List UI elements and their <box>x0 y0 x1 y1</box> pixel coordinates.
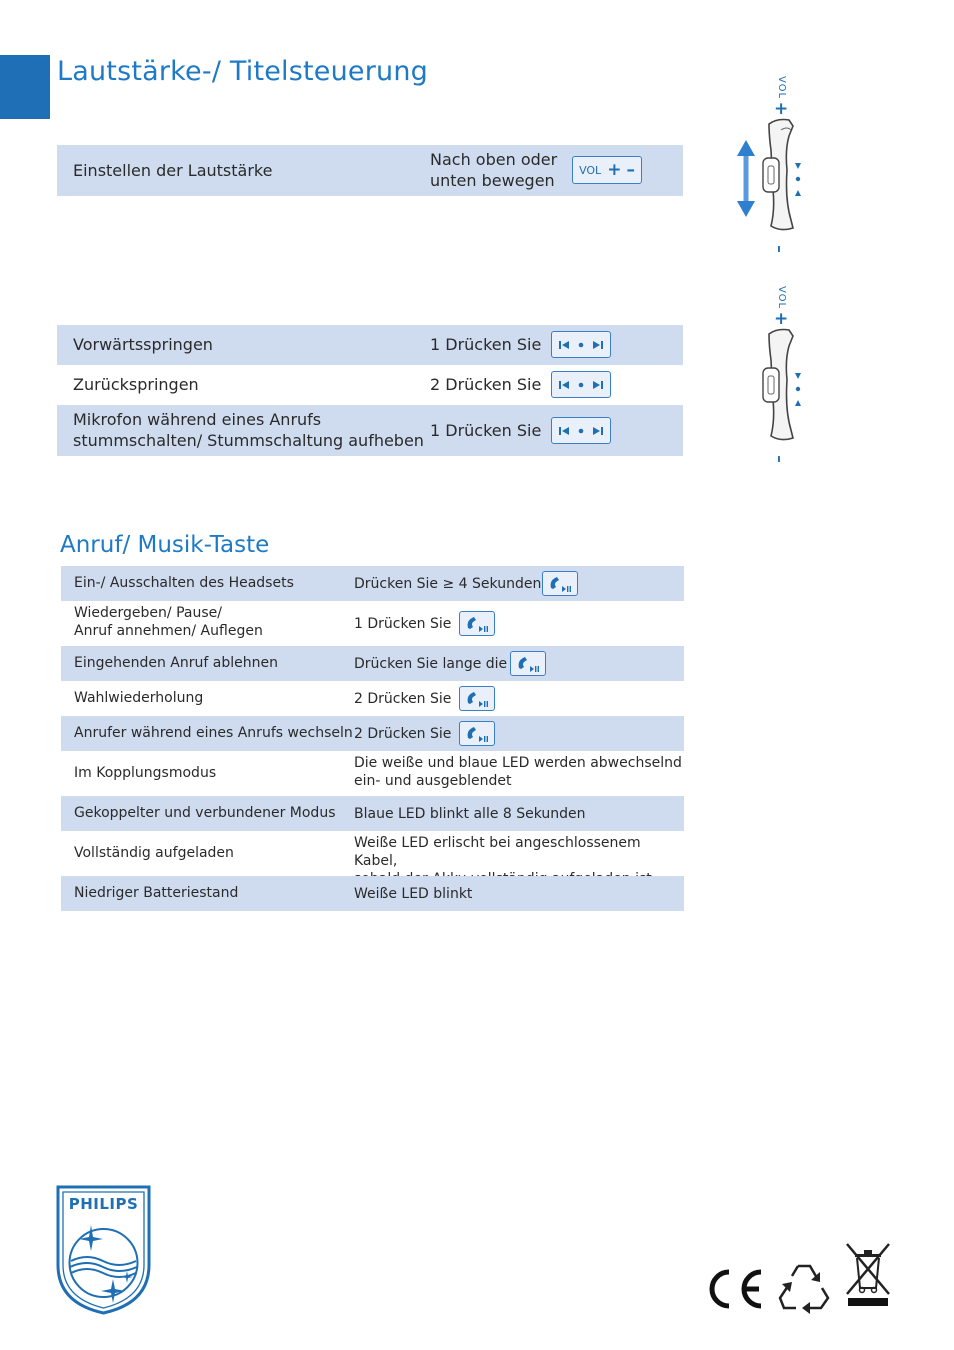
row-label: Im Kopplungsmodus <box>74 764 217 781</box>
skip-prev-next-icon <box>556 338 606 352</box>
headset-diagram-track <box>725 280 835 470</box>
call-music-row <box>61 566 684 601</box>
row-label: Gekoppelter und verbundener Modus <box>74 804 336 821</box>
track-skip-button-icon <box>551 331 611 358</box>
philips-logo <box>55 1185 152 1315</box>
volume-label: Einstellen der Lautstärke <box>73 161 273 180</box>
call-music-row <box>61 646 684 681</box>
diagram-plus-icon: + <box>774 309 789 329</box>
section-tab-marker <box>0 55 50 119</box>
track-skip-button-icon <box>551 371 611 398</box>
row-label: Vollständig aufgeladen <box>74 844 234 861</box>
phone-play-pause-icon <box>545 574 575 594</box>
track-skip-button-icon <box>551 417 611 444</box>
recycle-icon <box>776 1258 832 1314</box>
call-music-row <box>61 716 684 751</box>
call-music-button-icon <box>459 611 495 636</box>
row-action: 2 Drücken Sie <box>354 690 452 707</box>
call-music-row <box>61 601 684 646</box>
row-action: 1 Drücken Sie <box>354 615 452 632</box>
phone-play-pause-icon <box>513 654 543 674</box>
track-row <box>57 325 683 365</box>
vol-minus-icon: – <box>626 160 635 180</box>
volume-row <box>57 145 683 196</box>
row-label: Wahlwiederholung <box>74 689 204 706</box>
section-title-call-music: Anruf/ Musik-Taste <box>60 532 270 558</box>
phone-play-pause-icon <box>462 724 492 744</box>
call-music-row <box>61 681 684 716</box>
vol-plus-icon: + <box>607 160 622 180</box>
page-title: Lautstärke-/ Titelsteuerung <box>57 56 429 87</box>
phone-play-pause-icon <box>462 614 492 634</box>
row-action: Drücken Sie lange die <box>354 655 508 672</box>
skip-prev-next-icon <box>556 378 606 392</box>
philips-logo-text: PHILIPS <box>68 1195 139 1213</box>
row-label-line1: Wiedergeben/ Pause/ <box>74 605 222 621</box>
headset-body-icon <box>725 280 835 470</box>
volume-action-line2: unten bewegen <box>430 171 555 190</box>
row-action-line1: Weiße LED erlischt bei angeschlossenem Kabel, <box>354 835 641 869</box>
call-music-button-icon <box>542 571 578 596</box>
headset-diagram-volume <box>725 70 835 260</box>
row-action: Weiße LED blinkt <box>354 885 473 902</box>
track-label-line1: Mikrofon während eines Anrufs <box>73 410 322 429</box>
vol-button-icon <box>572 156 642 184</box>
call-music-button-icon <box>459 721 495 746</box>
diagram-plus-icon: + <box>774 99 789 119</box>
track-row <box>57 365 683 405</box>
track-row <box>57 405 683 456</box>
headset-body-icon <box>725 70 835 260</box>
row-action <box>354 754 682 790</box>
phone-play-pause-icon <box>462 689 492 709</box>
row-action: Blaue LED blinkt alle 8 Sekunden <box>354 805 586 822</box>
vol-button-text: VOL <box>579 163 602 177</box>
row-action-line2: ein- und ausgeblendet <box>354 773 512 789</box>
track-action: 1 Drücken Sie <box>430 335 542 354</box>
track-label: Vorwärtsspringen <box>73 335 213 354</box>
track-action: 1 Drücken Sie <box>430 421 542 440</box>
row-label: Eingehenden Anruf ablehnen <box>74 654 278 671</box>
call-music-button-icon <box>510 651 546 676</box>
volume-action-line1: Nach oben oder <box>430 150 558 169</box>
row-label-line2: Anruf annehmen/ Auflegen <box>74 623 263 639</box>
call-music-row <box>61 751 684 796</box>
row-action: Drücken Sie ≥ 4 Sekunden <box>354 575 542 592</box>
ce-mark-icon <box>703 1267 765 1311</box>
diagram-vol-label: VOL <box>776 286 787 310</box>
row-label <box>74 604 263 640</box>
track-action: 2 Drücken Sie <box>430 375 542 394</box>
row-action: 2 Drücken Sie <box>354 725 452 742</box>
call-music-row <box>61 796 684 831</box>
track-label-line2: stummschalten/ Stummschaltung aufheben <box>73 431 424 450</box>
volume-action <box>430 149 557 191</box>
row-label: Anrufer während eines Anrufs wechseln <box>74 724 353 741</box>
diagram-vol-label: VOL <box>776 76 787 100</box>
row-label: Niedriger Batteriestand <box>74 884 239 901</box>
row-action-line1: Die weiße und blaue LED werden abwechselnd <box>354 755 682 771</box>
weee-bin-icon <box>843 1240 893 1308</box>
call-music-button-icon <box>459 686 495 711</box>
skip-prev-next-icon <box>556 424 606 438</box>
diagram-minus-icon: – <box>770 455 789 463</box>
call-music-row <box>61 831 684 876</box>
track-label: Zurückspringen <box>73 375 199 394</box>
track-label <box>73 409 424 451</box>
row-label: Ein-/ Ausschalten des Headsets <box>74 574 294 591</box>
diagram-minus-icon: – <box>770 245 789 253</box>
call-music-row <box>61 876 684 911</box>
